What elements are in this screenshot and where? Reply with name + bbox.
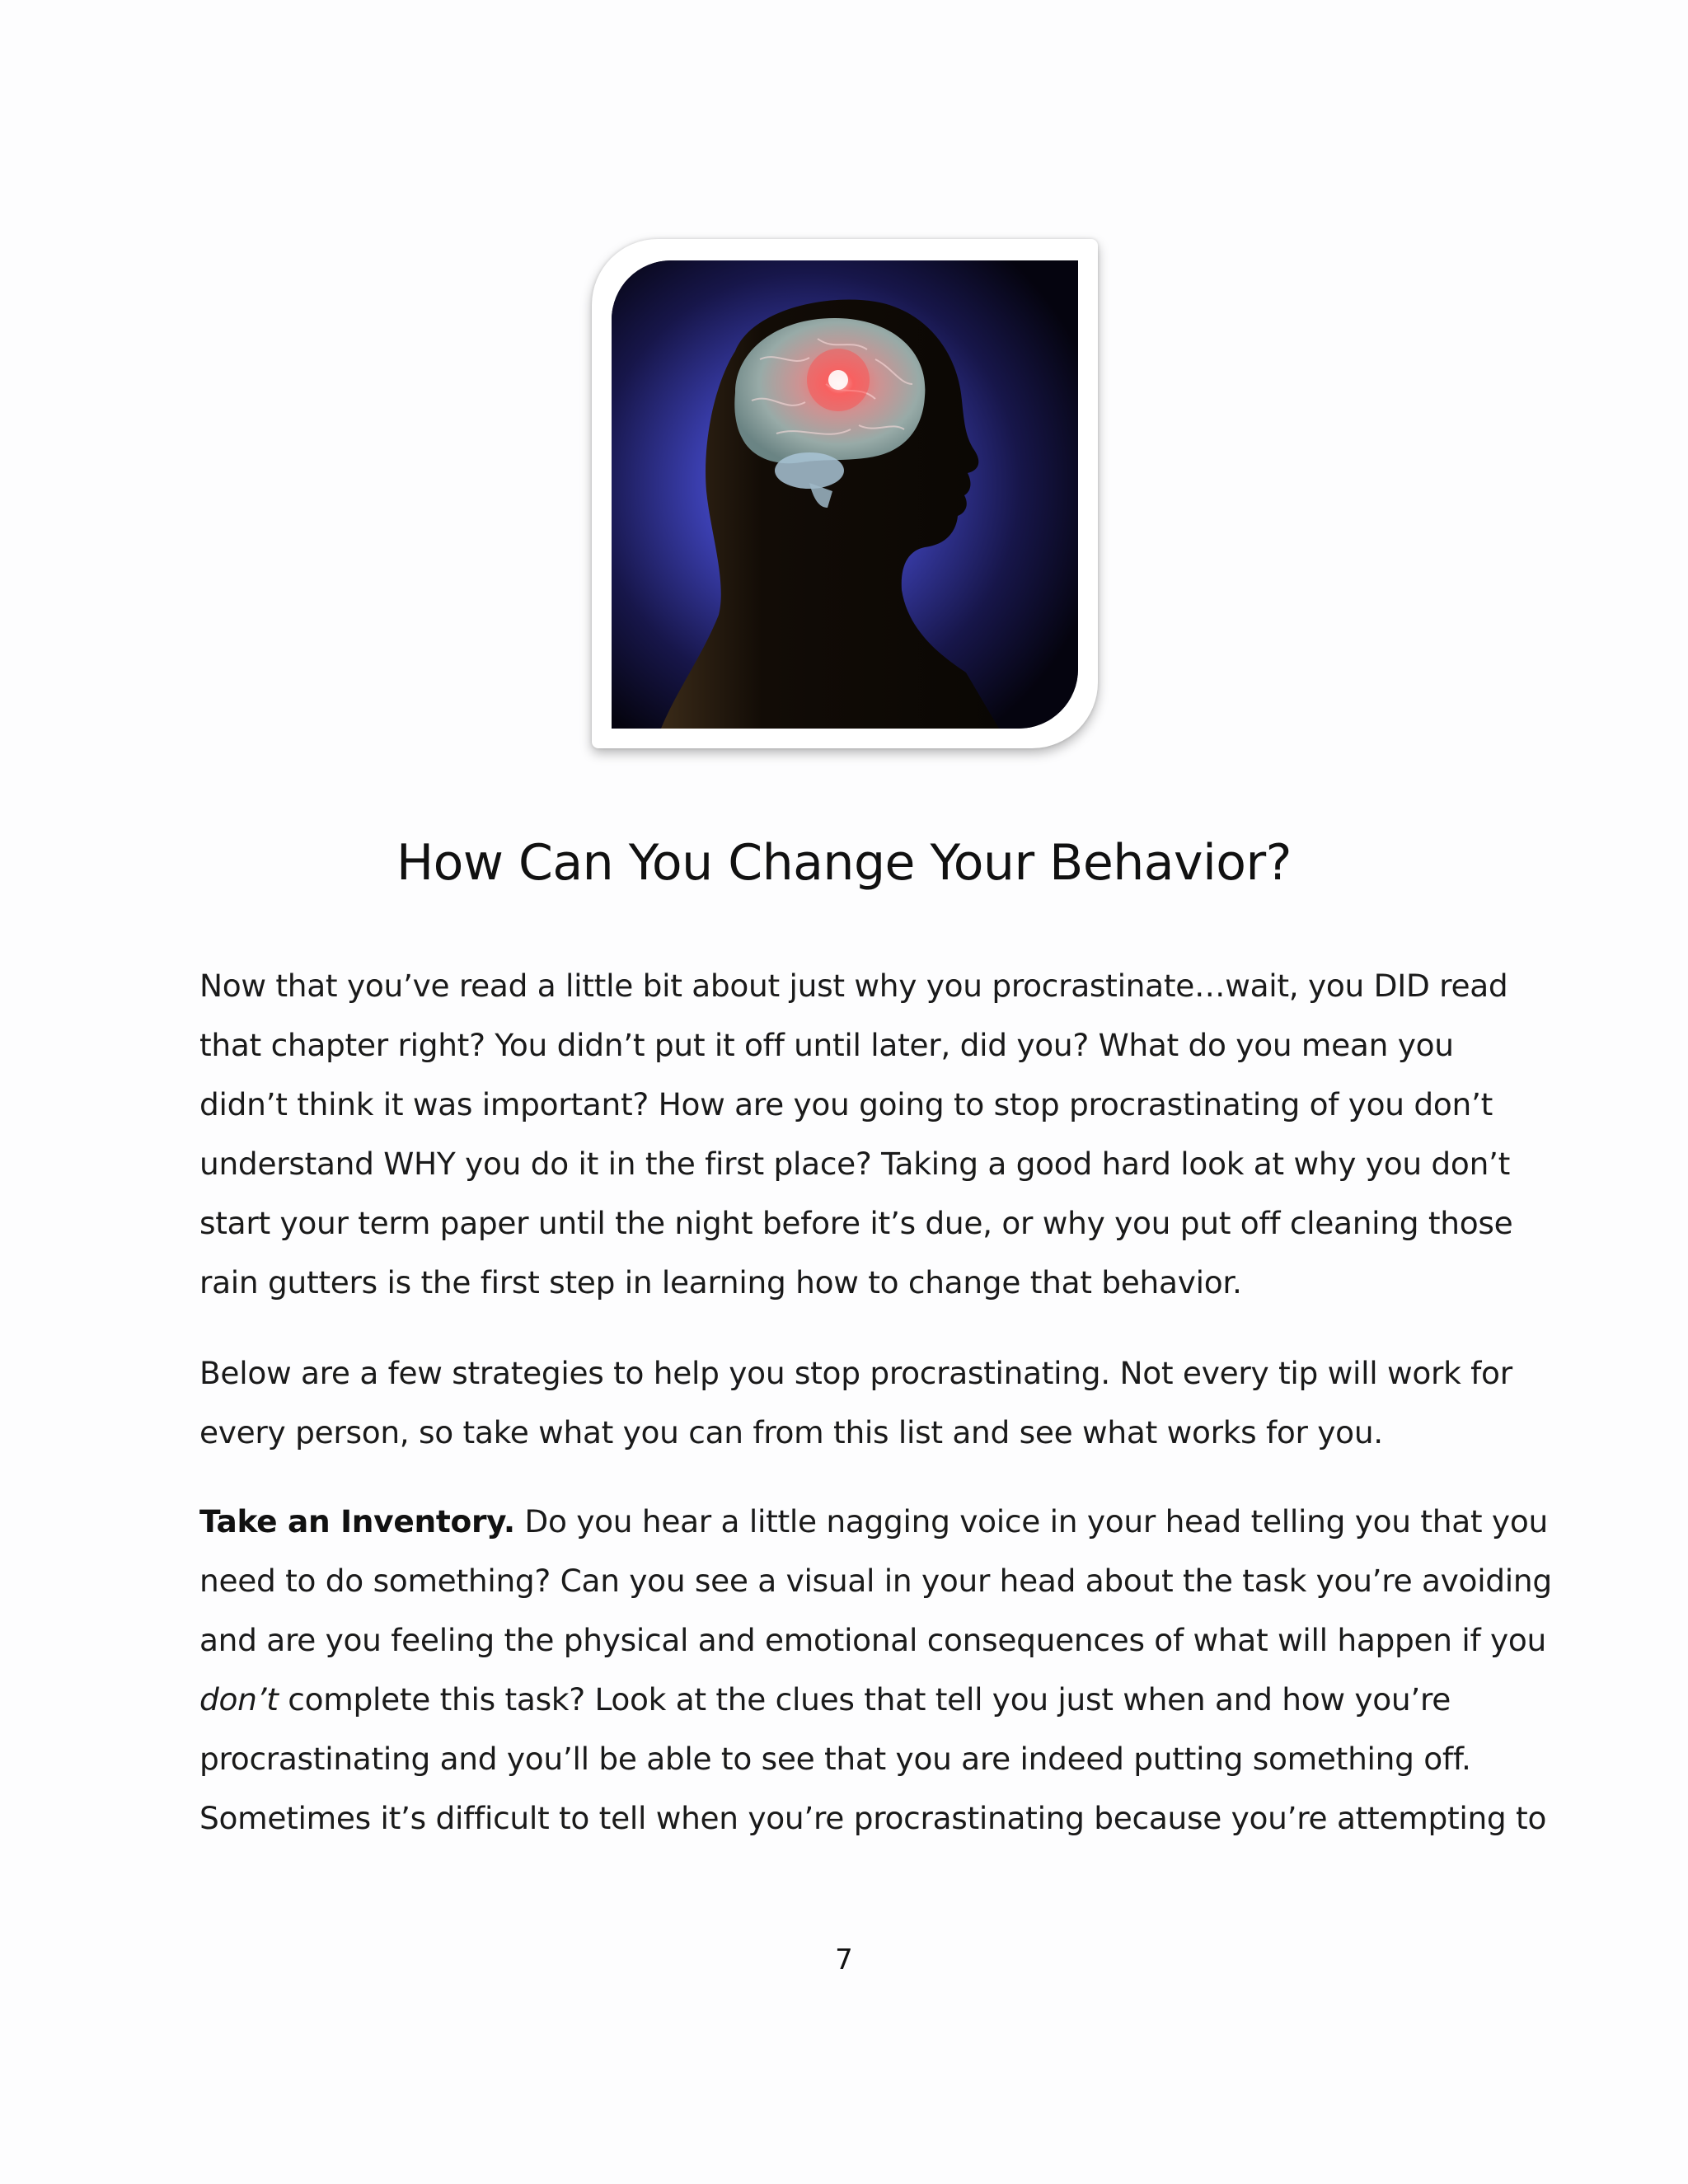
emphasis-text: don’t — [199, 1681, 279, 1718]
paragraph-line: need to do something? Can you see a visual in your head about the task you’re avoiding — [199, 1563, 1552, 1599]
paragraph-line: every person, so take what you can from this list and see what works for you. — [199, 1414, 1383, 1451]
paragraph-line: rain gutters is the first step in learning how to change that behavior. — [199, 1264, 1242, 1301]
paragraph-text: complete this task? Look at the clues that tell you just when and how you’re — [278, 1681, 1451, 1718]
paragraph-line — [199, 1670, 1502, 1729]
paragraph-line: that chapter right? You didn’t put it off until later, did you? What do you mean you — [199, 1027, 1454, 1063]
paragraph-intro — [199, 956, 1513, 1312]
paragraph-line: Sometimes it’s difficult to tell when you’re procrastinating because you’re attempting to — [199, 1800, 1547, 1836]
paragraph-inventory — [199, 1492, 1552, 1848]
inventory-lead: Take an Inventory. — [199, 1503, 515, 1540]
paragraph-line: understand WHY you do it in the first place? Taking a good hard look at why you don’t — [199, 1146, 1511, 1182]
paragraph-strategies — [199, 1343, 1512, 1462]
paragraph-line: didn’t think it was important? How are you going to stop procrastinating of you don’t — [199, 1086, 1493, 1122]
paragraph-line: and are you feeling the physical and emotional consequences of what will happen if you — [199, 1622, 1547, 1658]
paragraph-line: Below are a few strategies to help you stop procrastinating. Not every tip will work for — [199, 1355, 1512, 1391]
paragraph-line: start your term paper until the night before it’s due, or why you put off cleaning those — [199, 1205, 1513, 1241]
page-number: 7 — [835, 1943, 853, 1976]
illustration-frame — [592, 239, 1098, 748]
paragraph-line — [199, 1492, 1548, 1551]
paragraph-line: procrastinating and you’ll be able to see that you are indeed putting something off. — [199, 1741, 1471, 1777]
paragraph-line: Now that you’ve read a little bit about just why you procrastinate…wait, you DID read — [199, 968, 1508, 1004]
brain-head-silhouette-image — [612, 260, 1078, 729]
page-heading: How Can You Change Your Behavior? — [396, 834, 1292, 892]
paragraph-text: Do you hear a little nagging voice in your head telling you that you — [514, 1503, 1548, 1540]
